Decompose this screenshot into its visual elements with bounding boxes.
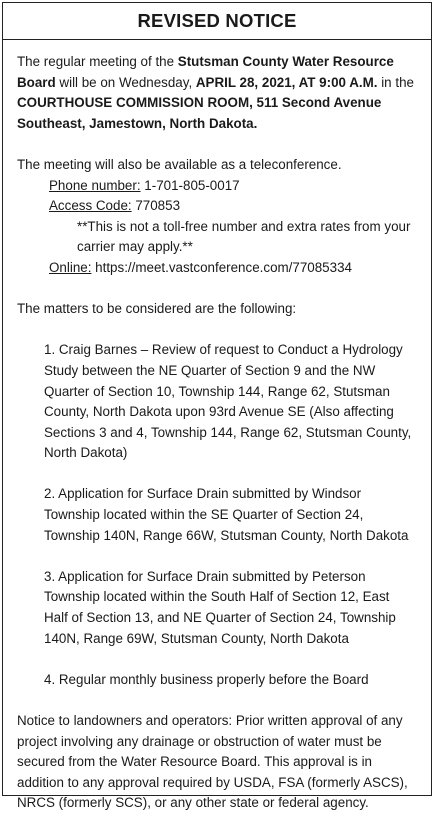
intro-text-2: will be on Wednesday, xyxy=(55,74,196,90)
landowner-notice: Notice to landowners and operators: Prior written approval of any project involving any drainage or obstruction of water must be secured from the Water Resource Board. This approval is in addition to any approval required by USDA, FSA (formerly ASCS), NRCS (formerly SCS), or any other state or federal agency. xyxy=(17,713,408,811)
online-value: https://meet.vastconference.com/77085334 xyxy=(91,259,352,275)
teleconf-intro: The meeting will also be available as a teleconference. xyxy=(17,156,342,172)
access-line xyxy=(17,196,417,217)
intro-text-3: in the xyxy=(377,74,414,90)
intro-paragraph xyxy=(17,52,417,134)
agenda-item-3: 3. Application for Surface Drain submitted by Peterson Township located within the South Half of Section 12, East Half of Section 13, and NE Quarter of Section 24, Township 140N, Range 69W, Stutsman County, North Dakota xyxy=(44,568,396,646)
online-label: Online: xyxy=(49,259,92,275)
agenda-item-2: 2. Application for Surface Drain submitted by Windsor Township located within the SE Quarter of Section 24, Township 140N, Range 66W, Stutsman County, North Dakota xyxy=(44,486,409,543)
intro-date: APRIL 28, 2021, AT 9:00 A.M. xyxy=(195,74,378,90)
phone-value: 1-701-805-0017 xyxy=(140,177,240,193)
online-line xyxy=(17,258,417,279)
intro-place: COURTHOUSE COMMISSION ROOM, 511 Second Avenue Southeast, Jamestown, North Dakota. xyxy=(17,95,382,131)
intro-org: Stutsman County Water Resource Board xyxy=(17,54,394,90)
notice-title: REVISED NOTICE xyxy=(137,10,297,31)
toll-note: **This is not a toll-free number and extra rates from your carrier may apply.** xyxy=(77,218,411,255)
phone-label: Phone number: xyxy=(49,177,141,193)
title-bar xyxy=(3,3,431,40)
access-value: 770853 xyxy=(131,198,181,214)
notice-content xyxy=(3,40,431,814)
agenda-item-1: 1. Craig Barnes – Review of request to Conduct a Hydrology Study between the NE Quarter of Section 9 and the NW Quarter of Section 10, Township 144, Range 62, Stutsman County, North Dakota upon 93rd Avenue SE (Also affecting Sections 3 and 4, Township 144, Range 62, Stutsman County, North Dakota) xyxy=(44,342,412,461)
agenda-item-4: 4. Regular monthly business properly before the Board xyxy=(44,671,369,687)
notice-box xyxy=(2,2,432,811)
intro-text-1: The regular meeting of the xyxy=(17,54,178,69)
phone-line xyxy=(17,176,417,197)
access-label: Access Code: xyxy=(49,198,132,214)
matters-intro: The matters to be considered are the following: xyxy=(17,301,297,317)
